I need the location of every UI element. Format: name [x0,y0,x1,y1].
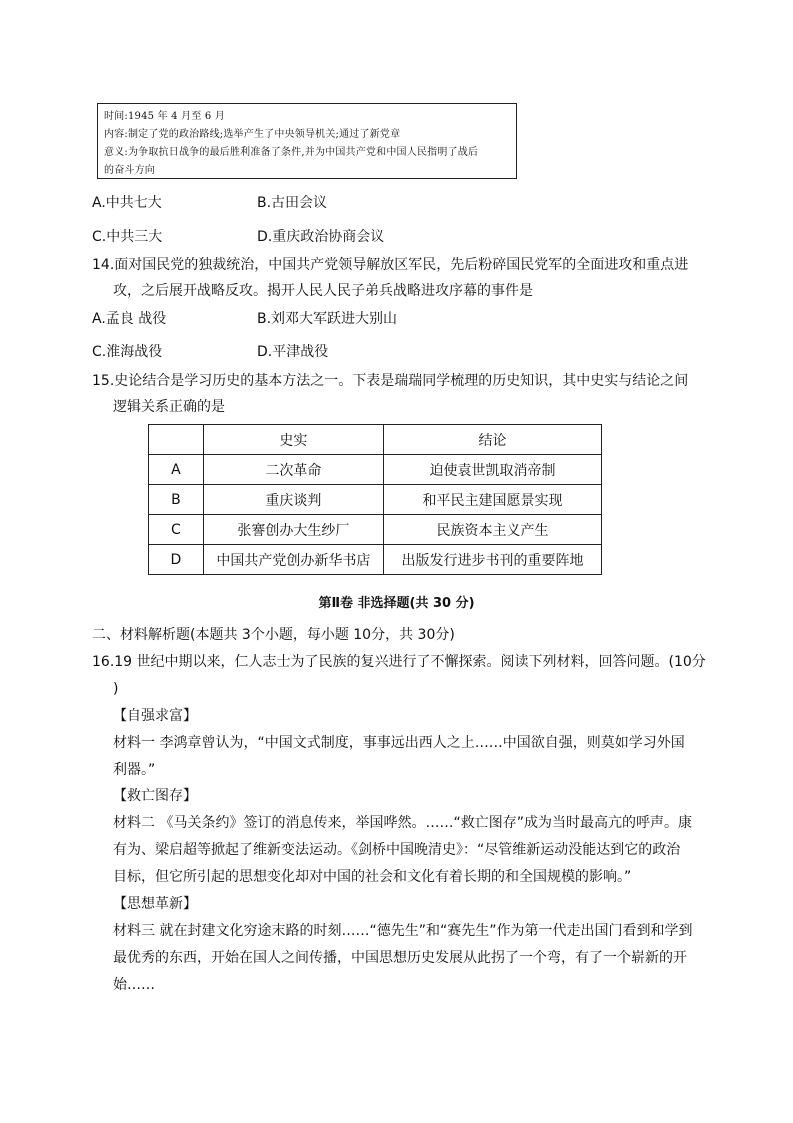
q14-stem-line1: 14.面对国民党的独裁统治，中国共产党领导解放区军民，先后粉碎国民党军的全面进攻和重点进 [92,257,689,273]
table-cell: 中国共产党创办新华书店 [203,545,383,575]
table-cell: 二次革命 [203,455,383,485]
q14-stem-line2: 攻，之后展开战略反攻。揭开人民人民子弟兵战略进攻序幕的事件是 [113,283,533,299]
table-header-row [149,425,602,455]
info-line-significance: 意义:为争取抗日战争的最后胜利准备了条件,并为中国共产党和中国人民指明了战后 [104,147,479,158]
q16-stem-line2: ) [113,681,119,697]
q13-option-d: D.重庆政治协商会议 [257,229,385,245]
info-line-time: 时间:1945 年 4 月至 6 月 [104,111,226,122]
table-header-cell: 史实 [203,425,383,455]
q13-option-a: A.中共七大 [92,195,162,211]
table-cell: 和平民主建国愿景实现 [383,485,601,515]
table-cell: 出版发行进步书刊的重要阵地 [383,545,601,575]
material2-heading: 【救亡图存】 [113,788,197,804]
section2-heading: 二、材料解析题(本题共 3个小题，每小题 10分，共 30分) [92,627,455,643]
material3-line1: 材料三 就在封建文化穷途末路的时刻……“德先生”和“赛先生”作为第一代走出国门看到和学到 [113,923,693,939]
q14-option-a: A.孟良 战役 [92,311,167,327]
table-header-cell [149,425,204,455]
table-cell: 张謇创办大生纱厂 [203,515,383,545]
table-header-cell: 结论 [383,425,601,455]
q13-info-box [97,103,517,179]
q14-option-d: D.平津战役 [257,344,329,360]
table-cell: B [149,485,204,515]
material2-line1: 材料二 《马关条约》签订的消息传来，举国哗然。……“救亡图存”成为当时最高亢的呼声。康 [113,815,692,831]
table-row [149,485,602,515]
table-cell: 民族资本主义产生 [383,515,601,545]
table-row [149,545,602,575]
material1-line1: 材料一 李鸿章曾认为，“中国文式制度，事事远出西人之上……中国欲自强，则莫如学习外国 [113,735,685,751]
material3-line2: 最优秀的东西，开始在国人之间传播，中国思想历史发展从此拐了一个弯，有了一个崭新的开 [113,950,687,966]
q16-stem-line1: 16.19 世纪中期以来，仁人志士为了民族的复兴进行了不懈探索。阅读下列材料，回答问题。(10分 [92,654,706,670]
info-line-significance-cont: 的奋斗方向 [104,165,155,176]
material2-line2: 有为、梁启超等掀起了维新变法运动。《剑桥中国晚清史》：“尽管维新运动没能达到它的政治 [113,842,681,858]
table-cell: C [149,515,204,545]
table-cell: 重庆谈判 [203,485,383,515]
q14-option-b: B.刘邓大军跃进大别山 [257,311,398,327]
q14-option-c: C.淮海战役 [92,344,163,360]
q13-option-b: B.古田会议 [257,195,328,211]
material2-line3: 目标，但它所引起的思想变化却对中国的社会和文化有着长期的和全国规模的影响。” [113,869,632,885]
info-line-content: 内容:制定了党的政治路线;选举产生了中央领导机关;通过了新党章 [104,129,401,140]
material3-heading: 【思想革新】 [113,896,197,912]
material1-heading: 【自强求富】 [113,708,197,724]
table-cell: 迫使袁世凯取消帝制 [383,455,601,485]
q13-option-c: C.中共三大 [92,229,163,245]
q15-stem-line1: 15.史论结合是学习历史的基本方法之一。下表是瑞瑞同学梳理的历史知识，其中史实与结论之间 [92,373,689,389]
table-cell: A [149,455,204,485]
table-row [149,515,602,545]
table-row [149,455,602,485]
material3-line3: 始…… [113,977,155,993]
q15-table [148,424,602,575]
part2-title: 第Ⅱ卷 非选择题(共 30 分) [318,596,475,611]
q15-stem-line2: 逻辑关系正确的是 [113,399,225,415]
material1-line2: 利器。” [113,762,156,778]
table-cell: D [149,545,204,575]
